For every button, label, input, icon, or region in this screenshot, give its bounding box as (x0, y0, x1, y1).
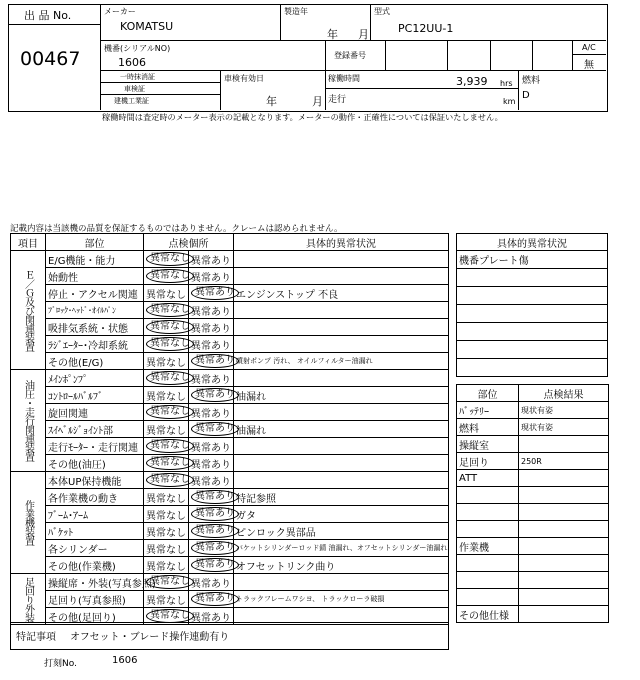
detail-text: トラックフレームワシヨ、 トラックローラ破損 (234, 591, 449, 608)
side-result-row (457, 589, 609, 606)
header-part: 部位 (46, 234, 144, 251)
side-result-row (457, 504, 609, 521)
abnormal-label: 異常あり (191, 255, 231, 267)
table-row (11, 285, 449, 302)
check-abnormal (189, 472, 234, 489)
ac-value: 無 (584, 60, 594, 71)
detail-text (234, 319, 449, 336)
inspect-year-unit: 年 (266, 95, 277, 108)
normal-label: 異常なし (146, 609, 194, 623)
side-result-part (457, 589, 519, 606)
part-name: 吸排気系統・状態 (46, 319, 144, 336)
detail-text: 特記参照 (234, 489, 449, 506)
side-result-part (457, 572, 519, 589)
abnormal-label: 異常あり (191, 323, 231, 335)
table-row (11, 319, 449, 336)
abnormal-label: 異常あり (191, 272, 231, 284)
side-result-row (457, 419, 609, 436)
side-result-row (457, 487, 609, 504)
table-row (11, 557, 449, 574)
abnormal-label: 異常あり (191, 612, 231, 624)
hours-unit: hrs (500, 79, 513, 88)
abnormal-label: 異常あり (191, 541, 239, 555)
normal-label: 異常なし (146, 595, 186, 607)
part-name: 停止・アクセル関連 (46, 285, 144, 302)
table-row (11, 591, 449, 608)
side-result-value (519, 504, 609, 521)
detail-text (234, 472, 449, 489)
part-name: その他(油圧) (46, 455, 144, 472)
part-name: 本体UP保持機能 (46, 472, 144, 489)
part-name: 走行ﾓｰﾀｰ・走行関連 (46, 438, 144, 455)
side-result-value (519, 589, 609, 606)
part-name: ﾌﾞｰﾑ･ｱｰﾑ (46, 506, 144, 523)
table-row (11, 251, 449, 268)
hours-label: 稼働時間 (328, 74, 360, 83)
category-label: Ｅ／Ｇ及び関連装置 (11, 251, 46, 370)
table-row (11, 574, 449, 591)
table-row (11, 540, 449, 557)
table-row (11, 455, 449, 472)
table-row (11, 438, 449, 455)
side-result-part: ATT (457, 470, 519, 487)
side-result-value (519, 470, 609, 487)
check-abnormal (189, 302, 234, 319)
serial-value: 1606 (118, 56, 146, 69)
side-detail-header: 具体的異常状況 (457, 234, 608, 251)
check-normal (144, 404, 189, 421)
normal-label: 異常なし (146, 456, 194, 470)
side-result-part: 足回り (457, 453, 519, 470)
part-name: 各シリンダー (46, 540, 144, 557)
normal-label: 異常なし (146, 561, 186, 573)
side-result-part: 燃料 (457, 419, 519, 436)
check-normal (144, 387, 189, 404)
check-normal (144, 438, 189, 455)
check-abnormal (189, 268, 234, 285)
part-name: ｺﾝﾄﾛｰﾙﾊﾞﾙﾌﾞ (46, 387, 144, 404)
check-normal (144, 421, 189, 438)
check-normal (144, 523, 189, 540)
table-row (11, 489, 449, 506)
check-abnormal (189, 353, 234, 370)
normal-label: 異常なし (146, 289, 186, 301)
side-result-value (519, 521, 609, 538)
table-row (11, 336, 449, 353)
check-normal (144, 251, 189, 268)
serial-label: 機番(シリアルNO) (104, 44, 171, 53)
check-abnormal (189, 591, 234, 608)
normal-label: 異常なし (146, 493, 186, 505)
check-abnormal (189, 438, 234, 455)
side-detail-table (456, 233, 608, 377)
side-result-row (457, 538, 609, 555)
check-abnormal (189, 557, 234, 574)
check-normal (144, 540, 189, 557)
check-normal (144, 489, 189, 506)
check-normal (144, 574, 189, 591)
check-abnormal (189, 574, 234, 591)
part-name: 操縦席・外装(写真参照) (46, 574, 144, 591)
normal-label: 異常なし (146, 371, 194, 385)
header-detail: 具体的異常状況 (234, 234, 449, 251)
abnormal-label: 異常あり (191, 422, 239, 436)
abnormal-label: 異常あり (191, 578, 231, 590)
table-row (11, 370, 449, 387)
side-result-part: ﾊﾞｯﾃﾘｰ (457, 402, 519, 419)
abnormal-label: 異常あり (191, 286, 239, 300)
abnormal-label: 異常あり (191, 476, 231, 488)
side-result-value: 250R (519, 453, 609, 470)
stamp-value: 1606 (112, 655, 138, 666)
part-name: ｽｲﾍﾞﾙｼﾞｮｲﾝﾄ部 (46, 421, 144, 438)
model-label: 型式 (374, 7, 390, 16)
table-row (11, 387, 449, 404)
table-header-row (11, 234, 449, 251)
check-abnormal (189, 540, 234, 557)
table-row (11, 523, 449, 540)
part-name: その他(足回り) (46, 608, 144, 625)
reg-label: 登録番号 (334, 51, 366, 60)
side-result-part: 操縦室 (457, 436, 519, 453)
check-abnormal (189, 387, 234, 404)
header-item: 項目 (11, 234, 46, 251)
check-normal (144, 268, 189, 285)
table-row (11, 421, 449, 438)
check-normal (144, 285, 189, 302)
inspect-month-unit: 月 (312, 95, 323, 108)
side-result-row (457, 606, 609, 623)
check-abnormal (189, 370, 234, 387)
km-unit: km (503, 97, 516, 106)
category-label: 足回り外装 (11, 574, 46, 625)
detail-text (234, 438, 449, 455)
disclaimer: 記載内容は当該機の品質を保証するものではありません。クレームは認められません。 (10, 224, 343, 234)
abnormal-label: 異常あり (191, 507, 239, 521)
check-abnormal (189, 404, 234, 421)
part-name: ﾊﾞｹｯﾄ (46, 523, 144, 540)
side-result-header-result: 点検結果 (519, 385, 609, 402)
ac-label: A/C (582, 43, 596, 52)
abnormal-label: 異常あり (191, 340, 231, 352)
category-label: 油圧・走行関連装置 (11, 370, 46, 472)
side-detail-row (457, 287, 608, 305)
year-unit: 年 (327, 28, 338, 41)
normal-label: 異常なし (146, 337, 194, 351)
table-row (11, 302, 449, 319)
part-name: 各作業機の動き (46, 489, 144, 506)
side-result-value: 現状有姿 (519, 419, 609, 436)
detail-text: エンジンストップ 不良 (234, 285, 449, 302)
remarks-label: 特記事項 (16, 632, 56, 643)
check-abnormal (189, 421, 234, 438)
part-name: 足回り(写真参照) (46, 591, 144, 608)
normal-label: 異常なし (146, 544, 186, 556)
detail-text: ピンロック異部品 (234, 523, 449, 540)
side-result-value (519, 436, 609, 453)
side-detail-row (457, 323, 608, 341)
side-result-part: その他仕様 (457, 606, 519, 623)
part-name: ﾒｲﾝﾎﾟﾝﾌﾟ (46, 370, 144, 387)
side-detail-row (457, 269, 608, 287)
detail-text (234, 574, 449, 591)
side-detail-row (457, 359, 608, 377)
check-abnormal (189, 455, 234, 472)
abnormal-label: 異常あり (191, 558, 239, 572)
side-result-value: 現状有姿 (519, 402, 609, 419)
part-name: その他(E/G) (46, 353, 144, 370)
normal-label: 異常なし (146, 391, 186, 403)
detail-text (234, 370, 449, 387)
side-result-row (457, 436, 609, 453)
side-result-part: 作業機 (457, 538, 519, 555)
hours-value: 3,939 (456, 75, 488, 88)
table-row (11, 353, 449, 370)
part-name: 旋回関連 (46, 404, 144, 421)
abnormal-label: 異常あり (191, 374, 231, 386)
normal-label: 異常なし (146, 252, 194, 266)
lot-label: 出 品 No. (24, 9, 72, 22)
side-result-value (519, 538, 609, 555)
abnormal-label: 異常あり (191, 459, 231, 471)
detail-text: 噴射ポンプ 汚れ、 オイルフィルター油漏れ (234, 353, 449, 370)
normal-label: 異常なし (146, 473, 194, 487)
header-check: 点検個所 (144, 234, 234, 251)
side-result-value (519, 487, 609, 504)
side-result-part (457, 504, 519, 521)
part-name: ﾗｼﾞｴｰﾀｰ･冷却系統 (46, 336, 144, 353)
temp-label: 一時抹消証 (120, 73, 155, 81)
check-normal (144, 591, 189, 608)
check-abnormal (189, 523, 234, 540)
normal-label: 異常なし (146, 303, 194, 317)
check-normal (144, 302, 189, 319)
abnormal-label: 異常あり (191, 524, 239, 538)
normal-label: 異常なし (146, 527, 186, 539)
normal-label: 異常なし (146, 357, 186, 369)
year-label: 製造年 (284, 7, 308, 16)
hours-note: 稼働時間は査定時のメーター表示の記載となります。メーターの動作・正確性については保証いたしません。 (102, 112, 503, 122)
check-abnormal (189, 489, 234, 506)
part-name: その他(作業機) (46, 557, 144, 574)
detail-text (234, 251, 449, 268)
detail-text (234, 302, 449, 319)
km-label: 走行 (328, 95, 347, 105)
stamp-label: 打刻No. (44, 659, 77, 669)
check-normal (144, 557, 189, 574)
detail-text: 油漏れ (234, 421, 449, 438)
side-result-header-part: 部位 (457, 385, 519, 402)
side-result-value (519, 572, 609, 589)
normal-label: 異常なし (146, 269, 194, 283)
fuel-value: D (522, 90, 530, 101)
part-name: E/G機能・能力 (46, 251, 144, 268)
table-row (11, 404, 449, 421)
inspect-label: 車検証 (124, 85, 145, 93)
detail-text: ガタ (234, 506, 449, 523)
table-row (11, 472, 449, 489)
normal-label: 異常なし (146, 510, 186, 522)
remarks-text: オフセット・ブレード操作連動有り (70, 632, 230, 643)
check-abnormal (189, 506, 234, 523)
abnormal-label: 異常あり (191, 306, 231, 318)
normal-label: 異常なし (146, 405, 194, 419)
maker-label: メーカー (104, 7, 136, 16)
check-normal (144, 472, 189, 489)
part-name: ﾌﾞﾛｯｸ･ﾍｯﾄﾞ･ｵｲﾙﾊﾟﾝ (46, 302, 144, 319)
side-detail-row (457, 305, 608, 323)
detail-text (234, 455, 449, 472)
check-normal (144, 353, 189, 370)
abnormal-label: 異常あり (191, 490, 239, 504)
side-result-part (457, 555, 519, 572)
side-result-value (519, 606, 609, 623)
fuel-label: 燃料 (522, 76, 541, 86)
category-label: 作業機装置 (11, 472, 46, 574)
side-detail-row (457, 341, 608, 359)
check-normal (144, 336, 189, 353)
detail-text: オフセットリンク曲り (234, 557, 449, 574)
abnormal-label: 異常あり (191, 408, 231, 420)
detail-text (234, 404, 449, 421)
normal-label: 異常なし (146, 320, 194, 334)
abnormal-label: 異常あり (191, 354, 239, 368)
abnormal-label: 異常あり (191, 442, 231, 454)
maker-value: KOMATSU (120, 20, 174, 33)
side-result-part (457, 521, 519, 538)
abnormal-label: 異常あり (191, 592, 239, 606)
model-value: PC12UU-1 (398, 22, 454, 35)
table-row (11, 506, 449, 523)
check-normal (144, 370, 189, 387)
detail-text (234, 268, 449, 285)
normal-label: 異常なし (146, 439, 194, 453)
part-name: 始動性 (46, 268, 144, 285)
check-abnormal (189, 319, 234, 336)
side-result-part (457, 487, 519, 504)
check-normal (144, 506, 189, 523)
abnormal-label: 異常あり (191, 388, 239, 402)
side-result-row (457, 555, 609, 572)
normal-label: 異常なし (146, 575, 194, 589)
check-normal (144, 319, 189, 336)
check-normal (144, 455, 189, 472)
lot-number: 00467 (20, 48, 81, 70)
table-row (11, 268, 449, 285)
side-result-row (457, 572, 609, 589)
side-result-row (457, 402, 609, 419)
detail-text (234, 336, 449, 353)
normal-label: 異常なし (146, 425, 186, 437)
detail-text: バケットシリンダーロッド錆 油漏れ、オフセットシリンダー油漏れ (234, 540, 449, 557)
detail-text: 油漏れ (234, 387, 449, 404)
side-result-row (457, 521, 609, 538)
check-abnormal (189, 336, 234, 353)
check-abnormal (189, 285, 234, 302)
check-abnormal (189, 251, 234, 268)
side-result-value (519, 555, 609, 572)
month-unit: 月 (358, 28, 369, 41)
cert-label: 建機工業証 (114, 97, 149, 105)
inspection-table (10, 233, 449, 625)
side-result-row (457, 470, 609, 487)
side-result-row (457, 453, 609, 470)
side-result-table (456, 384, 609, 623)
side-detail-row: 機番プレート傷 (457, 251, 608, 269)
inspect-valid-label: 車検有効日 (224, 74, 264, 83)
